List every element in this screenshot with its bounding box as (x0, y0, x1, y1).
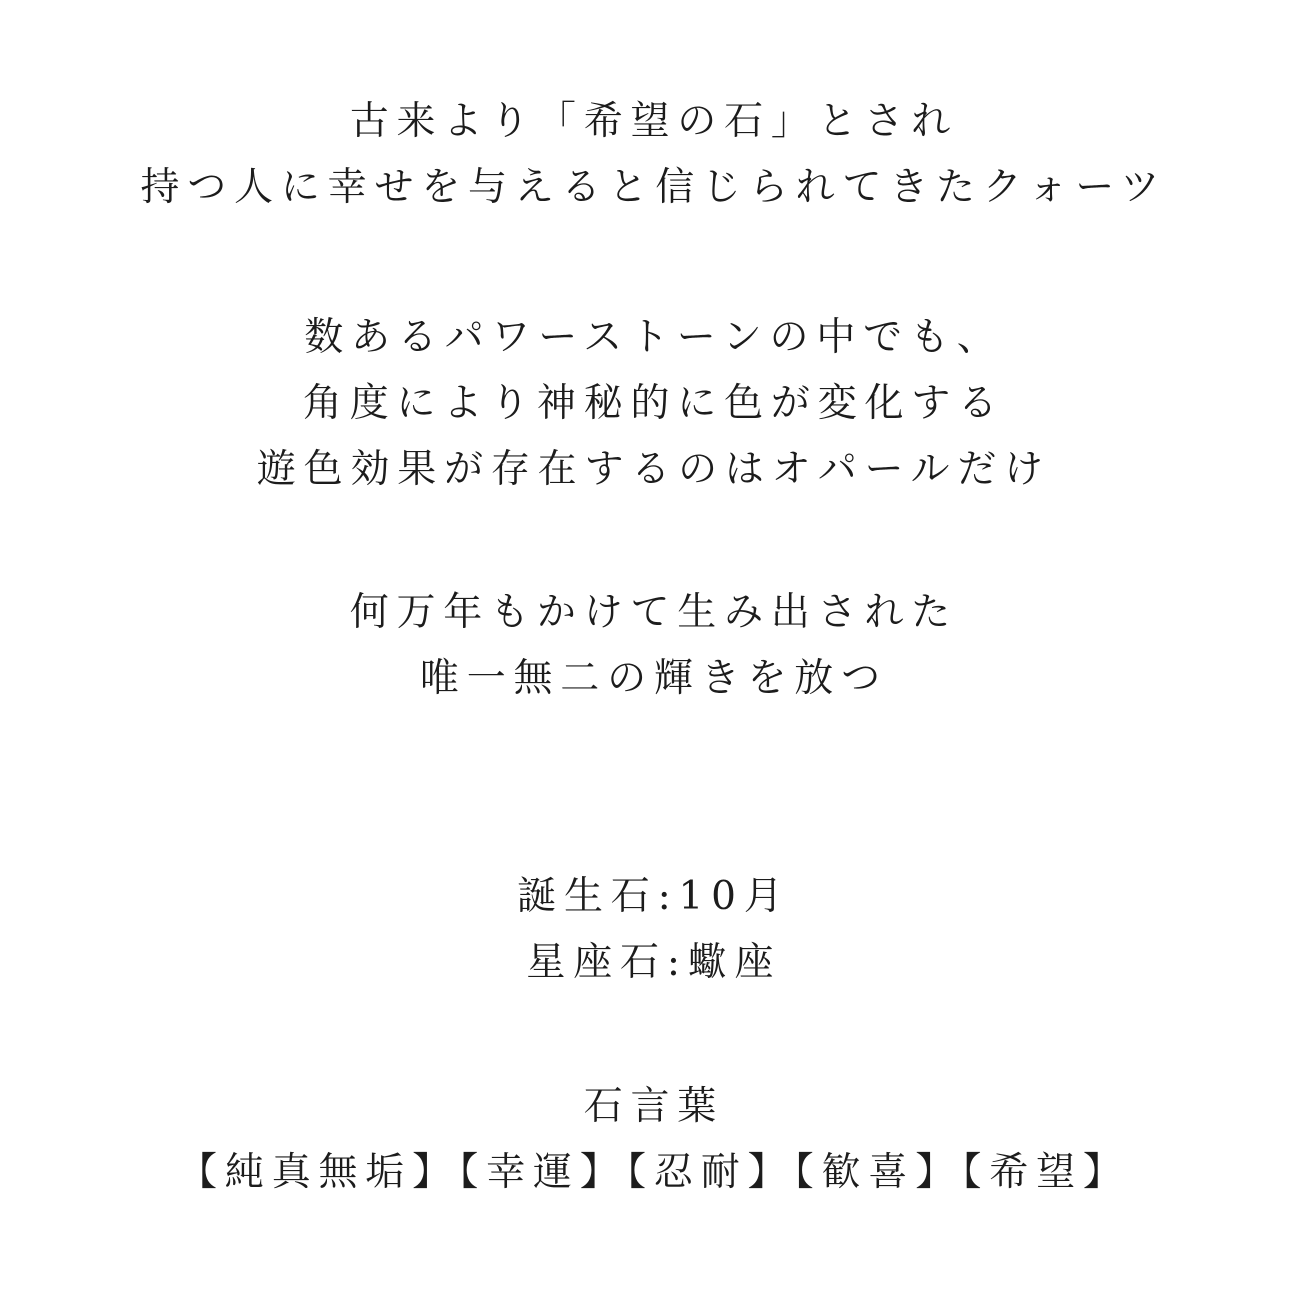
origin-line-1: 何万年もかけて生み出された (349, 590, 959, 635)
feature-paragraph (0, 305, 1300, 503)
feature-line-3: 遊色効果が存在するのはオパールだけ (256, 447, 1051, 492)
feature-line-2: 角度により神秘的に色が変化する (302, 381, 1005, 426)
stone-language-heading: 石言葉 (583, 1084, 725, 1129)
origin-paragraph (0, 580, 1300, 712)
intro-line-2: 持つ人に幸せを与えると信じられてきたクォーツ (140, 165, 1168, 210)
stone-info-block (0, 864, 1300, 996)
stone-language-block (0, 1074, 1300, 1206)
zodiac-stone-line: 星座石:蠍座 (526, 940, 782, 985)
feature-line-1: 数あるパワーストーンの中でも、 (304, 315, 1004, 360)
intro-line-1: 古来より「希望の石」とされ (349, 99, 959, 144)
stone-language-keywords: 【純真無垢】【幸運】【忍耐】【歓喜】【希望】 (178, 1150, 1130, 1195)
intro-paragraph (0, 89, 1300, 221)
birthstone-line: 誕生石:10月 (517, 874, 791, 919)
origin-line-2: 唯一無二の輝きを放つ (419, 656, 888, 701)
